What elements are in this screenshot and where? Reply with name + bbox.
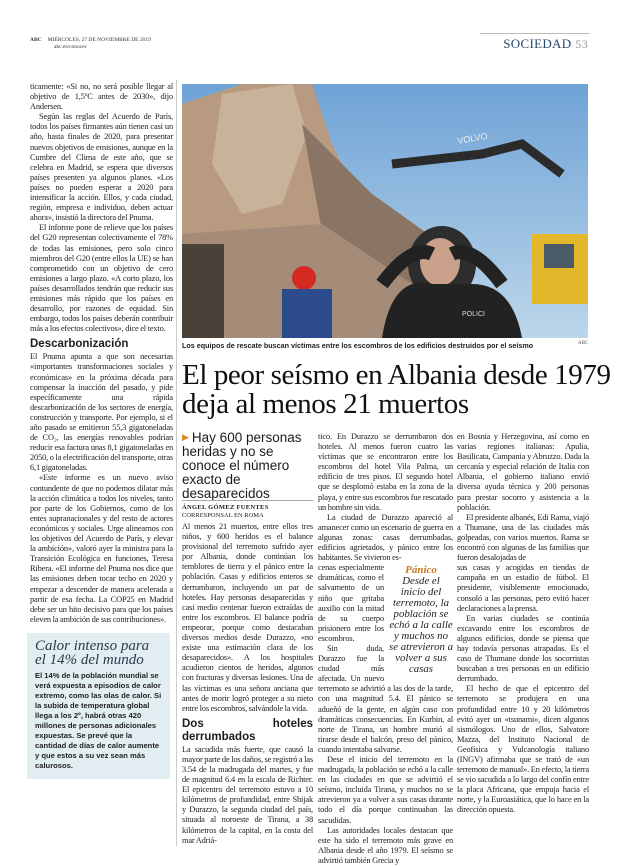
sidebar-box-title: Calor intenso para el 14% del mundo	[35, 637, 150, 668]
section-header	[503, 36, 588, 52]
paragraph: ticamente: «Si no, no será posible llegar al objetivo de 1,5ºC antes de 2030», dijo Andersen.	[30, 82, 173, 112]
section-url[interactable]: abc.es/conocer	[54, 44, 87, 50]
photo-caption: Los equipos de rescate buscan víctimas entre los escombros de los edificios destruidos por el seísmo	[182, 341, 534, 350]
issue-date: MIÉRCOLES, 27 DE NOVIEMBRE DE 2019	[47, 37, 151, 43]
article-column-1	[182, 522, 313, 846]
column-divider	[176, 80, 177, 846]
page-number: 53	[575, 37, 588, 51]
pull-quote	[389, 565, 453, 675]
article-headline: El peor seísmo en Albania desde 1979 deja al menos 21 muertos	[182, 359, 611, 420]
subheadline-text: Hay 600 personas heridas y no se conoce el número exacto de desaparecidos	[182, 430, 302, 501]
paragraph: cenas especialmente dramáticas, como el salvamento de un niño que gritaba auxilio con la mitad de su cuerpo prisionero entre los escombros.	[318, 563, 384, 643]
paragraph: Al menos 21 muertos, entre ellos tres niños, y 600 heridos es el balance provisional del terremoto sufrido ayer por Albania, donde continúan los temblores de tierra y el pánico entre la población. Casas y edificios enteros se derrumbaron, incluyendo un par de hoteles. Hay personas desaparecidas y casi medio centenar fueron extraídas de entre los escombros. El balance podría empeorar, porque como destacaban diversos medios desde Durazzo, «no existe una estimación clara de los desaparecidos». A los hospitales acudieron cientos de heridos, algunos con fracturas y diversas lesiones. Una de las víctimas es una señora anciana que antes de morir logró proteger a su nieto entre los escombros, salvándole la vida.	[182, 522, 313, 713]
header-rule	[480, 33, 590, 34]
paragraph: Según las reglas del Acuerdo de París, todos los países firmantes aún tienen casi un año, hasta finales de 2020, para presentar nuevos objetivos de emisiones, aunque en la Cumbre del Clima de este año, que se celebra en Madrid, se espera que diversos países presenten ya algunos planes. «Los países no pueden esperar a 2020 para intensificar la acción. Ellos, y cada ciudad, región, empresa e individuo, deben actuar ahora», insistió la directora del Pnuma.	[30, 112, 173, 223]
paragraph: Las autoridades locales destacan que este ha sido el terremoto más grave en Albania desde el año 1979. El seísmo se advirtió también Grecia y	[318, 825, 453, 865]
paragraph: en Bosnia y Herzegovina, así como en varias regiones italianas: Apulia, Basilicata, Campania y Abruzzo. Dada la cercanía y especial relación de Italia con Albania, el gobierno italiano envió diversa ayuda técnica y 200 personas para prestar socorro y asistencia a la población.	[457, 432, 589, 512]
excavator-label: VOLVO	[456, 130, 489, 146]
triangle-bullet-icon: ▶	[182, 432, 189, 442]
pull-quote-text: Desde el inicio del terremoto, la población se echó a la calle y muchos no se atrevieron a volver a sus casas	[389, 575, 453, 676]
author-name: ÁNGEL GÓMEZ FUENTES	[182, 504, 269, 511]
paragraph: Dese el inicio del terremoto en la madrugada, la población se echó a la calle en las ciudades en que se advirtió el seísmo, incluida Tirana, y muchos no se atrevieron ya a volver a sus casas durante todo el día porque continuaban las sacudidas.	[318, 755, 453, 825]
sidebar-box-text: El 14% de la población mundial se verá expuesta a episodios de calor extremo, como las olas de calor. Si la subida de temperatura global llega a los 2º, habrá otras 420 millones de personas adicionales expuestas. Se prevé que la cantidad de días de calor aumente y que estos a su vez sean más calurosos.	[35, 670, 162, 770]
paragraph: tico. En Durazzo se derrumbaron dos hoteles. Al menos fueron cuatro las víctimas que se encontraron entre los escombros del hotel Vila Palma, un edificio de tres pisos. El segundo hotel que se desplomó estaba en la zona de la playa, y entre sus escombros fue rescatado un hombre sin vida.	[318, 432, 453, 512]
paragraph: El informe pone de relieve que los países del G20 representan colectivamente el 78% de todas las emisiones, pero solo cinco miembros del G20 (entre ellos la UE) se han comprometido con un objetivo de cero emisiones a largo plazo. «A corto plazo, los países desarrollados tendrán que reducir sus emisiones más rápido que los países en desarrollo, por razones de equidad. Sin embargo, todos los países deberán contribuir más a los efectos colectivos», dice el texto.	[30, 223, 173, 334]
earthquake-rescue-photo	[182, 84, 588, 338]
byline	[182, 500, 313, 520]
article-column-2	[318, 432, 453, 866]
article-column-3	[457, 432, 589, 816]
brand: ABC	[30, 37, 42, 43]
paragraph: El presidente albanés, Edi Rama, viajó a Thumane, una de las ciudades más golpeadas, con varios muertos. Rama se encontró con algunas de las familias que fueron desalojadas de	[457, 512, 589, 563]
paragraph: «Este informe es un nuevo aviso contundente de que no podemos dilatar más la acción climática a todos los niveles, tanto por parte de los Gobiernos, como de los entes supranacionales y del resto de actores económicos y sociales. Urge alinearnos con los objetivos del Acuerdo de París, y elevar la ambición», valoró ayer la ministra para la Transición Ecológica en funciones, Teresa Ribera. «El informe del Pnuma nos dice que las emisiones deben tocar techo en 2020 y empezar a descender de manera acelerada a partir de esa fecha. La COP25 en Madrid debe ser un hito decisivo para que los países eleven la ambición de sus contribuciones».	[30, 473, 173, 624]
news-photo	[182, 84, 588, 338]
page-header-left	[30, 37, 151, 51]
section-name: SOCIEDAD	[503, 36, 572, 51]
photo-credit: ABC	[578, 341, 589, 346]
author-role: CORRESPONSAL EN ROMA	[182, 512, 264, 519]
article-subheadline	[182, 430, 317, 501]
paragraph: El hecho de que el epicentro del terremoto se produjera en una profundidad entre 10 y 20 kilómetros evitó ayer un «tsunami», dicen algunos sismólogos. Uno de ellos, Salvatore Mazza, del Instituto Nacional de Geofísica y Vulcanología italiano (INGV) afirmaba que se trató de «un terremoto de manual». En efecto, la tierra se vio sacudida a lo largo del confín entre la placa Africana, que empuja hacia el norte, y la Euroasiática, que lo hace en la dirección opuesta.	[457, 684, 589, 815]
left-article-column	[30, 82, 173, 779]
paragraph: En varias ciudades se continúa excavando entre los escombros de algunos edificios, donde se piensa que hay todavía personas atrapadas. Es el caso de Thumane donde los socorristas buscaban a tres personas en un edificio derrumbado.	[457, 613, 589, 684]
vest-label: POLICI	[462, 311, 485, 318]
sidebar-box	[27, 633, 170, 779]
paragraph: sus casas y acogidas en tiendas de campaña en un estadio de fútbol. El presidente, visiblemente emocionado, consoló a las personas, pero evitó hacer declaraciones a la prensa.	[457, 563, 589, 613]
paragraph: La sacudida más fuerte, que causó la mayor parte de los daños, se registró a las 3.54 de la madrugada del martes, y fue de magnitud 6.4 en la escala de Richter. El epicentro del terremoto estuvo a 10 kilómetros de profundidad, entre Shijak y Durazzo, la segunda ciudad del país, situada al noroeste de Tirana, a 38 kilómetros de la capital, en la costa del mar Adriá-	[182, 744, 313, 845]
subheading: Descarbonización	[30, 338, 129, 351]
paragraph: La ciudad de Durazzo apareció al amanecer como un escenario de guerra en algunas zonas: casas derrumbadas, edificios agrietados, y pánico entre los habitantes. Se vivieron es-	[318, 512, 453, 563]
paragraph: El Pnuma apunta a que son necesarias «importantes transformaciones sociales y económicas» en la próxima década para compensar la inacción del pasado, y pide específicamente una rápida descarbonización de los sectores de energía, construcción y transporte. Por ejemplo, si el año pasado se emitieron 55,3 gigatoneladas de CO₂, las energías renovables podrían reducir esa factura unas 8,1 gigatoneladas en 2050, o la electrificación del transporte, otras 6,1 gigatoneladas.	[30, 352, 173, 473]
pull-quote-title: Pánico	[405, 564, 437, 577]
paragraph: Sin duda, Durazzo fue la ciudad más afectada. Un nuevo terremoto se advirtió a las dos de la tarde, con una magnitud 5.4. El pánico se adueñó de la gente, en algún caso con dramáticas consecuencias. En Kurbin, al norte de Tirana, un hombre murió al tirarse desde el balcón, preso del pánico, cuando intentaba salvarse.	[318, 643, 453, 754]
subheading: Dos hoteles derrumbados	[182, 717, 313, 743]
